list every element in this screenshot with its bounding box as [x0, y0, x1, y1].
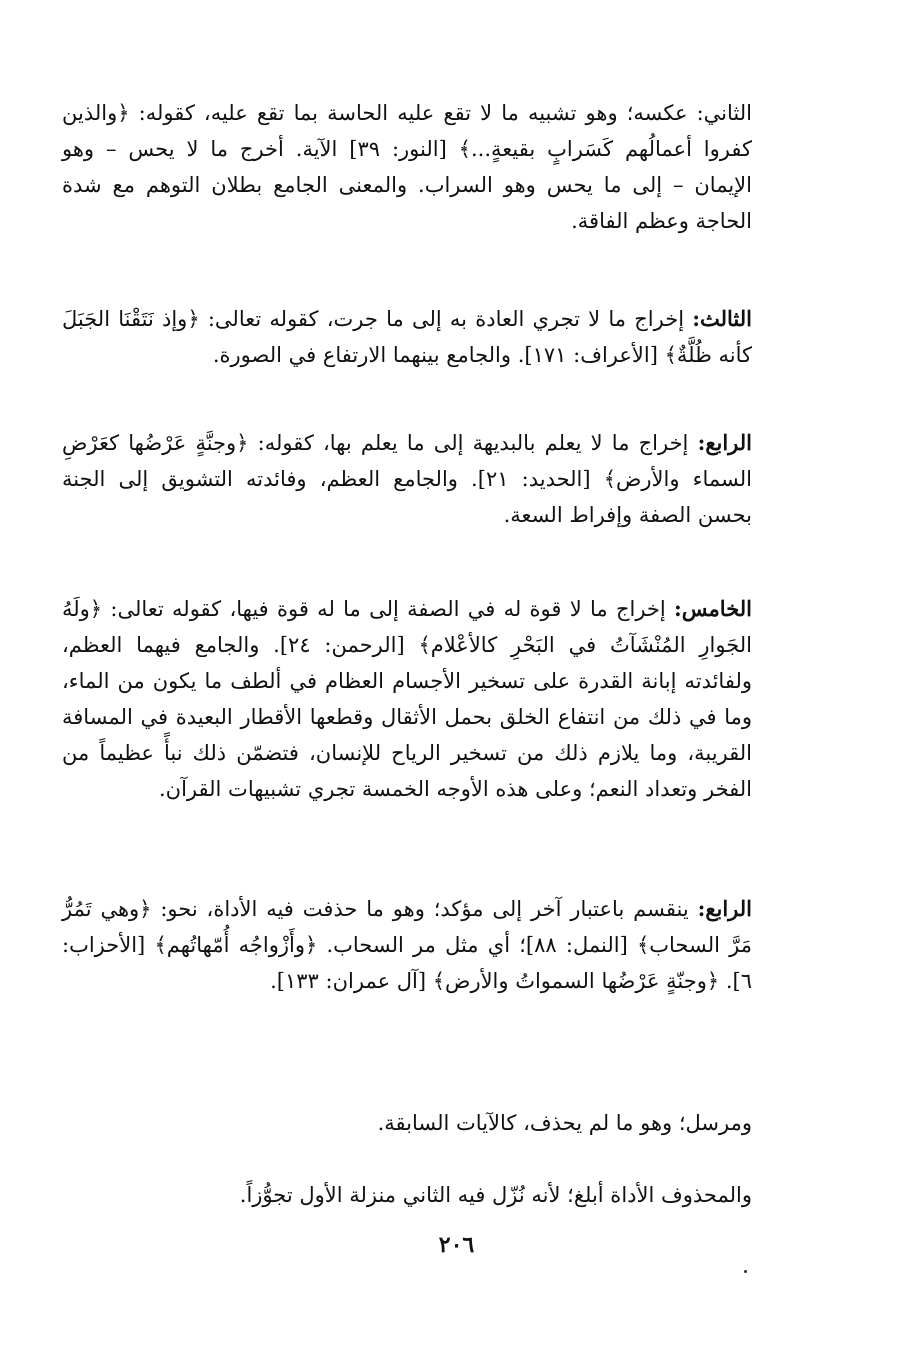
paragraph-text: إخراج ما لا يعلم بالبديهة إلى ما يعلم بها، كقوله: ﴿وجنَّةٍ عَرْضُها كعَرْضِ السماء والأرض﴾ [الحديد: ٢١]. والجامع العظم، وفائدته التشويق إلى الجنة بحسن الصفة وإفراط السعة. — [62, 431, 753, 527]
paragraph-text: إخراج ما لا تجري العادة به إلى ما جرت، كقوله تعالى: ﴿وإذ نَتَقْنَا الجَبَلَ كأنه ظُلَّةٌ﴾ [الأعراف: ١٧١]. والجامع بينهما الارتفاع في الصورة. — [62, 307, 752, 367]
paragraph-mursal — [62, 1105, 752, 1141]
print-speck — [744, 1270, 747, 1273]
paragraph-fifth-type — [62, 591, 752, 807]
paragraph-text: الثاني: عكسه؛ وهو تشبيه ما لا تقع عليه الحاسة بما تقع عليه، كقوله: ﴿والذين كفروا أعمالُهم كَسَرابٍ بقيعةٍ...﴾ [النور: ٣٩] الآية. أخرج ما لا يحس – وهو الإيمان – إلى ما يحس وهو السراب. والمعنى الجامع بطلان التوهم مع شدة الحاجة وعظم الفاقة. — [62, 101, 752, 233]
paragraph-text: إخراج ما لا قوة له في الصفة إلى ما له قوة فيها، كقوله تعالى: ﴿ولَهُ الجَوارِ المُنْشَآتُ في البَحْرِ كالأعْلام﴾ [الرحمن: ٢٤]. والجامع فيهما العظم، ولفائدته إبانة القدرة على تسخير الأجسام العظام في ألطف ما يكون من الماء، وما في ذلك من انتفاع الخلق بحمل الأثقال وقطعها الأقطار البعيدة في المسافة القريبة، وما يلازم ذلك من تسخير الرياح للإنسان، فتضمّن ذلك نبأً عظيماً من الفخر وتعداد النعم؛ وعلى هذه الأوجه الخمسة تجري تشبيهات القرآن. — [62, 597, 752, 801]
paragraph-text: ينقسم باعتبار آخر إلى مؤكد؛ وهو ما حذفت فيه الأداة، نحو: ﴿وهي تَمُرُّ مَرَّ السحاب﴾ [النمل: ٨٨]؛ أي مثل مر السحاب. ﴿وأَزْواجُه أُمّهاتُهم﴾ [الأحزاب: ٦]. ﴿وجنّةٍ عَرْضُها السمواتُ والأرض﴾ [آل عمران: ١٣٣]. — [62, 897, 752, 993]
paragraph-fourth-type — [62, 425, 752, 533]
paragraph-third-type — [62, 301, 752, 373]
paragraph-second-type — [62, 95, 752, 239]
paragraph-omitted-particle — [62, 1177, 752, 1213]
paragraph-keyword: الرابع: — [697, 896, 752, 921]
paragraph-keyword: الرابع: — [697, 430, 752, 455]
paragraph-text: ومرسل؛ وهو ما لم يحذف، كالآيات السابقة. — [377, 1111, 752, 1135]
paragraph-keyword: الخامس: — [674, 596, 752, 621]
paragraph-text: والمحذوف الأداة أبلغ؛ لأنه نُزّل فيه الثاني منزلة الأول تجوُّزاً. — [239, 1183, 752, 1207]
paragraph-keyword: الثالث: — [692, 306, 752, 331]
paragraph-division-emphatic — [62, 891, 752, 999]
page-number: ٢٠٦ — [438, 1232, 475, 1258]
